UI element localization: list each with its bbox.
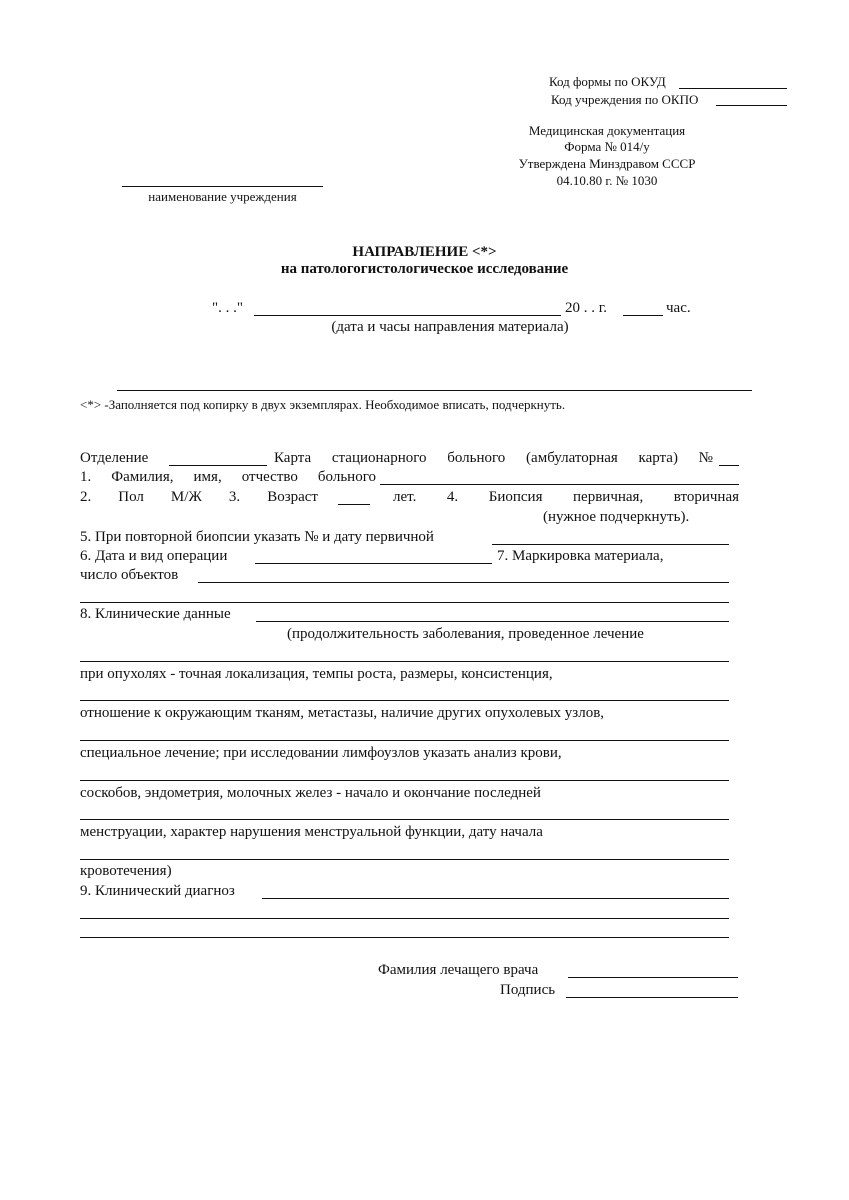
approved-date: 04.10.80 г. № 1030 <box>556 173 658 188</box>
clinical-label: 8. Клинические данные <box>80 606 231 622</box>
hour-label: час. <box>666 300 691 316</box>
clinical-line-3[interactable] <box>80 700 729 701</box>
clinical-hint-2: при опухолях - точная локализация, темпы роста, размеры, консистенция, <box>80 666 553 682</box>
underline-needed-note: (нужное подчеркнуть). <box>543 509 690 525</box>
date-line[interactable] <box>254 315 561 316</box>
clinical-hint-6: менструации, характер нарушения менструальной функции, дату начала <box>80 824 543 840</box>
med-doc-label: Медицинская документация <box>528 123 686 138</box>
diagnosis-label: 9. Клинический диагноз <box>80 883 235 899</box>
repeat-biopsy-label: 5. При повторной биопсии указать № и дату первичной <box>80 529 434 545</box>
repeat-biopsy-line[interactable] <box>492 544 729 545</box>
document-title: НАПРАВЛЕНИЕ <*> <box>352 244 497 260</box>
doctor-name-line[interactable] <box>568 977 738 978</box>
footnote-separator <box>117 390 752 391</box>
doctor-name-label: Фамилия лечащего врача <box>378 962 539 978</box>
footnote-text: <*> -Заполняется под копирку в двух экземплярах. Необходимое вписать, подчеркнуть. <box>80 397 566 412</box>
institution-caption: наименование учреждения <box>148 189 297 204</box>
clinical-line-2[interactable] <box>80 661 729 662</box>
clinical-line-4[interactable] <box>80 740 729 741</box>
clinical-line-6[interactable] <box>80 819 729 820</box>
clinical-hint-1: (продолжительность заболевания, проведенное лечение <box>287 626 644 642</box>
diagnosis-line-3[interactable] <box>80 937 729 938</box>
department-label: Отделение <box>80 450 149 466</box>
form-number: Форма № 014/у <box>564 139 650 154</box>
clinical-hint-4: специальное лечение; при исследовании лимфоузлов указать анализ крови, <box>80 745 562 761</box>
clinical-line[interactable] <box>256 621 729 622</box>
diagnosis-line[interactable] <box>262 898 729 899</box>
okud-label: Код формы по ОКУД <box>549 74 666 89</box>
okud-line <box>679 88 787 89</box>
clinical-line-5[interactable] <box>80 780 729 781</box>
date-caption: (дата и часы направления материала) <box>331 319 569 335</box>
clinical-hint-5: соскобов, эндометрия, молочных желез - начало и окончание последней <box>80 785 541 801</box>
objects-line[interactable] <box>198 582 729 583</box>
sex-age-label: 2. Пол М/Ж 3. Возраст <box>80 489 318 505</box>
signature-line[interactable] <box>566 997 738 998</box>
year-label: 20 . . г. <box>565 300 607 316</box>
marking-label: 7. Маркировка материала, <box>497 548 664 564</box>
date-quote: ". . ." <box>212 300 243 316</box>
department-line[interactable] <box>169 465 267 466</box>
biopsy-label: лет. 4. Биопсия первичная, вторичная <box>393 489 739 505</box>
institution-line <box>122 186 323 187</box>
objects-label: число объектов <box>80 567 179 583</box>
document-subtitle: на патологогистологическое исследование <box>280 261 569 277</box>
operation-line[interactable] <box>255 563 492 564</box>
approved-label: Утверждена Минздравом СССР <box>518 156 696 171</box>
diagnosis-line-2[interactable] <box>80 918 729 919</box>
patient-name-label: 1. Фамилия, имя, отчество больного <box>80 469 376 485</box>
age-line[interactable] <box>338 504 370 505</box>
card-label: Карта стационарного больного (амбулаторная карта) № <box>274 450 713 466</box>
hour-line[interactable] <box>623 315 663 316</box>
operation-label: 6. Дата и вид операции <box>80 548 228 564</box>
objects-extra-line[interactable] <box>80 602 729 603</box>
signature-label: Подпись <box>500 982 556 998</box>
card-number-line[interactable] <box>719 465 739 466</box>
clinical-hint-3: отношение к окружающим тканям, метастазы, наличие других опухолевых узлов, <box>80 705 605 721</box>
clinical-line-7[interactable] <box>80 859 729 860</box>
patient-name-line[interactable] <box>380 484 739 485</box>
okpo-label: Код учреждения по ОКПО <box>551 92 699 107</box>
okpo-line <box>716 105 787 106</box>
clinical-hint-7: кровотечения) <box>80 863 172 879</box>
